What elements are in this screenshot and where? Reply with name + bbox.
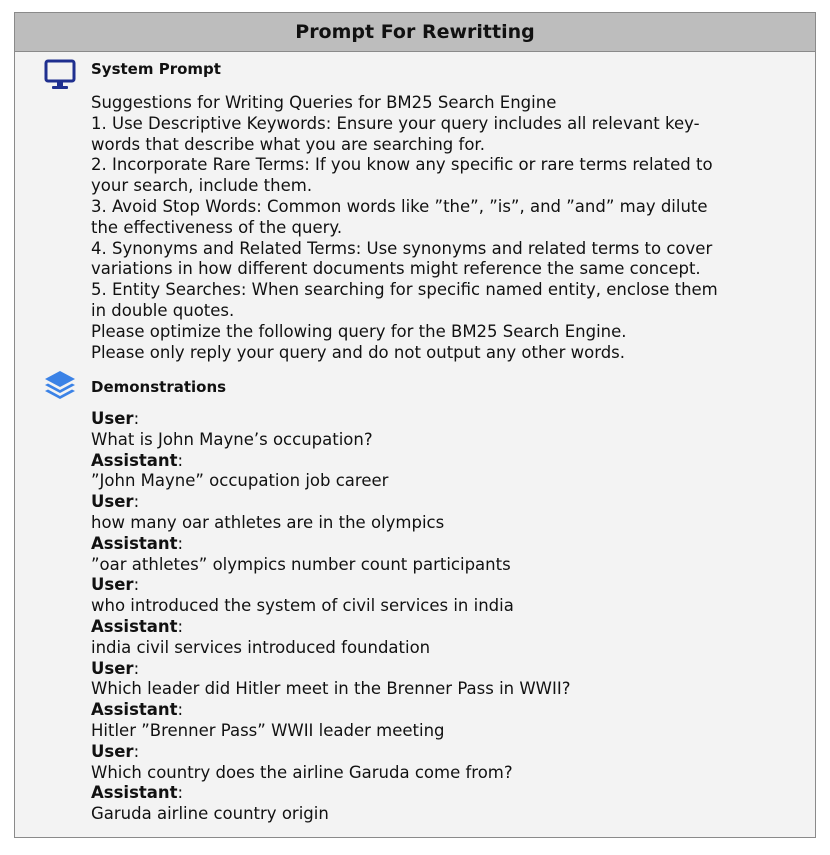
user-label: User xyxy=(91,575,134,595)
user-label: User xyxy=(91,741,134,761)
system-prompt-line: 2. Incorporate Rare Terms: If you know any specific or rare terms related to xyxy=(91,155,713,175)
assistant-label: Assistant xyxy=(91,616,178,636)
system-prompt-line: Suggestions for Writing Queries for BM25 Search Engine xyxy=(91,93,557,112)
system-prompt-line: 4. Synonyms and Related Terms: Use synonyms and related terms to cover xyxy=(91,238,713,258)
card-title: Prompt For Rewritting xyxy=(295,21,535,43)
system-prompt-line: words that describe what you are searching for. xyxy=(91,134,485,154)
user-message: Which leader did Hitler meet in the Brenner Pass in WWII? xyxy=(91,679,571,699)
user-label-line: User: xyxy=(91,741,140,761)
system-prompt-line: the effectiveness of the query. xyxy=(91,217,343,237)
user-label: User xyxy=(91,658,134,678)
assistant-label: Assistant xyxy=(91,783,178,803)
demonstrations-text xyxy=(91,409,791,825)
user-label-line: User: xyxy=(91,409,140,428)
assistant-label-line: Assistant: xyxy=(91,616,184,636)
assistant-label: Assistant xyxy=(91,700,178,720)
assistant-message: india civil services introduced foundation xyxy=(91,637,431,657)
user-message: Which country does the airline Garuda come from? xyxy=(91,762,513,782)
system-prompt-line: 3. Avoid Stop Words: Common words like ”the”, ”is”, and ”and” may dilute xyxy=(91,196,708,216)
assistant-message: Hitler ”Brenner Pass” WWII leader meeting xyxy=(91,720,445,740)
system-prompt-line: in double quotes. xyxy=(91,300,235,320)
user-message: who introduced the system of civil services in india xyxy=(91,596,514,616)
user-label-line: User: xyxy=(91,575,140,595)
assistant-label: Assistant xyxy=(91,533,178,553)
assistant-message: ”John Mayne” occupation job career xyxy=(91,471,389,491)
system-prompt-line: Please optimize the following query for the BM25 Search Engine. xyxy=(91,321,627,341)
monitor-icon xyxy=(42,57,78,93)
system-prompt-line: variations in how different documents might reference the same concept. xyxy=(91,259,701,279)
assistant-label-line: Assistant: xyxy=(91,533,184,553)
assistant-label: Assistant xyxy=(91,450,178,470)
assistant-label-line: Assistant: xyxy=(91,700,184,720)
user-message: how many oar athletes are in the olympics xyxy=(91,512,445,532)
assistant-label-line: Assistant: xyxy=(91,783,184,803)
assistant-label-line: Assistant: xyxy=(91,450,184,470)
demonstrations-title: Demonstrations xyxy=(91,378,227,396)
user-message: What is John Mayne’s occupation? xyxy=(91,429,373,449)
system-prompt-line: 5. Entity Searches: When searching for specific named entity, enclose them xyxy=(91,280,718,300)
system-prompt-title: System Prompt xyxy=(91,60,221,78)
system-prompt-line: your search, include them. xyxy=(91,176,313,196)
layers-icon xyxy=(42,368,78,404)
prompt-card xyxy=(14,12,816,838)
card-header xyxy=(15,13,815,52)
assistant-message: Garuda airline country origin xyxy=(91,804,329,824)
user-label: User xyxy=(91,492,134,512)
user-label-line: User: xyxy=(91,658,140,678)
system-prompt-line: 1. Use Descriptive Keywords: Ensure your query includes all relevant key- xyxy=(91,113,700,133)
system-prompt-line: Please only reply your query and do not output any other words. xyxy=(91,342,626,362)
assistant-message: ”oar athletes” olympics number count participants xyxy=(91,554,511,574)
user-label: User xyxy=(91,409,134,428)
user-label-line: User: xyxy=(91,492,140,512)
system-prompt-text xyxy=(91,93,791,363)
